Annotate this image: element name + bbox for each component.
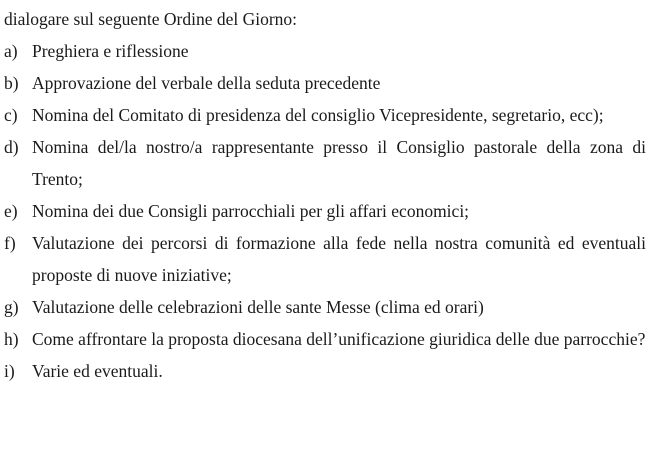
agenda-item-b: [4, 67, 646, 99]
item-letter: b): [4, 73, 19, 93]
agenda-item-h: [4, 323, 646, 355]
item-letter: g): [4, 297, 19, 317]
item-letter: h): [4, 329, 19, 349]
agenda-item-c: [4, 99, 646, 131]
agenda-item-a: [4, 35, 646, 67]
item-text: Valutazione delle celebrazioni delle sante Messe (clima ed orari): [32, 297, 484, 317]
item-letter: f): [4, 233, 16, 253]
item-text: Nomina dei due Consigli parrocchiali per gli affari economici;: [32, 201, 470, 221]
item-letter: e): [4, 201, 18, 221]
agenda-item-d: [4, 131, 646, 195]
agenda-item-i: [4, 355, 646, 387]
agenda-item-f: [4, 227, 646, 291]
item-text: Approvazione del verbale della seduta precedente: [32, 73, 381, 93]
intro-line: dialogare sul seguente Ordine del Giorno:: [4, 9, 298, 29]
item-text: Nomina del Comitato di presidenza del consiglio Vicepresidente, segretario, ecc);: [32, 105, 604, 125]
item-letter: i): [4, 361, 15, 381]
agenda-list: [4, 35, 646, 387]
item-text: Valutazione dei percorsi di formazione alla fede nella nostra comunità ed eventuali proposte di nuove iniziative;: [32, 233, 646, 285]
agenda-item-e: [4, 195, 646, 227]
item-letter: c): [4, 105, 18, 125]
item-text: Come affrontare la proposta diocesana dell’unificazione giuridica delle due parrocchie?: [32, 329, 646, 349]
item-text: Preghiera e riflessione: [32, 41, 189, 61]
item-letter: d): [4, 137, 19, 157]
agenda-item-g: [4, 291, 646, 323]
document-page: [4, 0, 646, 387]
item-text: Nomina del/la nostro/a rappresentante presso il Consiglio pastorale della zona di Trento;: [32, 137, 646, 189]
item-letter: a): [4, 41, 18, 61]
item-text: Varie ed eventuali.: [32, 361, 163, 381]
